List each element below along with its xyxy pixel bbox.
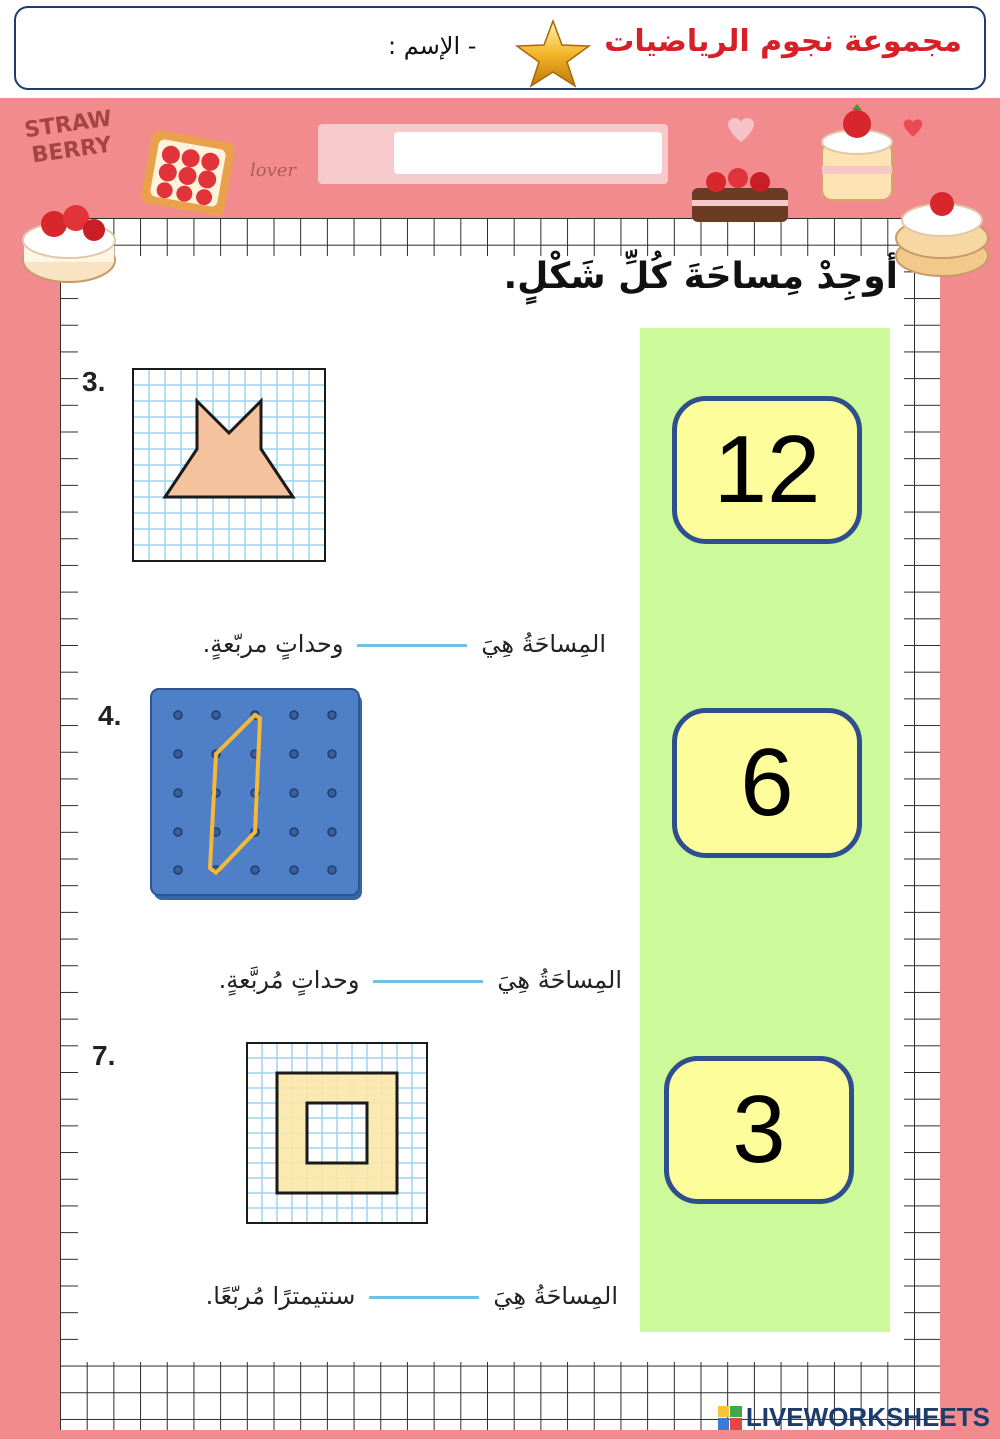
watermark-text: LIVEWORKSHEETS <box>745 1402 990 1432</box>
answer-blank[interactable] <box>369 1296 479 1299</box>
answer-sentence <box>206 1282 618 1310</box>
answer-sentence <box>219 966 622 994</box>
geoboard-figure <box>150 688 366 902</box>
heart-icon <box>726 116 756 144</box>
strawberry-sticker <box>19 106 125 199</box>
star-icon <box>514 18 592 88</box>
chocolate-cake-icon <box>686 160 796 232</box>
question-number: 3. <box>82 366 106 397</box>
header-title: مجموعة نجوم الرياضيات <box>604 24 962 59</box>
sentence-end: سنتيمترًا مُربّعًا. <box>205 1282 356 1310</box>
sentence-end: وحداتٍ مربّعةٍ. <box>202 630 344 658</box>
sentence-end: وحداتٍ مُربَّعةٍ. <box>218 966 360 994</box>
answer-box-7[interactable]: 3 <box>664 1056 854 1204</box>
answer-blank[interactable] <box>373 980 483 983</box>
decorative-label-blank <box>394 132 662 174</box>
star-shape-figure <box>132 368 326 562</box>
decorative-label <box>318 124 668 184</box>
liveworksheets-watermark <box>718 1402 990 1433</box>
pancake-icon <box>890 176 994 282</box>
square-ring-figure <box>246 1042 428 1224</box>
strawberry-tart-icon <box>136 124 240 220</box>
berry-text: BERRY <box>30 132 114 169</box>
answer-blank[interactable] <box>357 644 467 647</box>
student-name-label: - الإسم : <box>388 32 477 60</box>
sentence-start: المِساحَةُ هِيَ <box>497 966 622 994</box>
straw-text: STRAW <box>22 106 114 144</box>
header-bar <box>14 6 986 90</box>
heart-icon <box>902 118 924 138</box>
lover-text: lover <box>250 160 297 181</box>
answer-box-4[interactable]: 6 <box>672 708 862 858</box>
sentence-start: المِساحَةُ هِيَ <box>493 1282 618 1310</box>
question-number: 7. <box>92 1040 116 1071</box>
instruction-heading: أوجِدْ مِساحَةَ كُلِّ شَكْلٍ. <box>503 256 898 297</box>
liveworksheets-logo-icon <box>718 1406 742 1430</box>
cake-slice-icon <box>14 190 124 290</box>
question-number: 4. <box>98 700 122 731</box>
sentence-start: المِساحَةُ هِيَ <box>481 630 606 658</box>
layer-cake-icon <box>812 100 902 210</box>
answer-sentence <box>203 630 606 658</box>
answer-box-3[interactable]: 12 <box>672 396 862 544</box>
